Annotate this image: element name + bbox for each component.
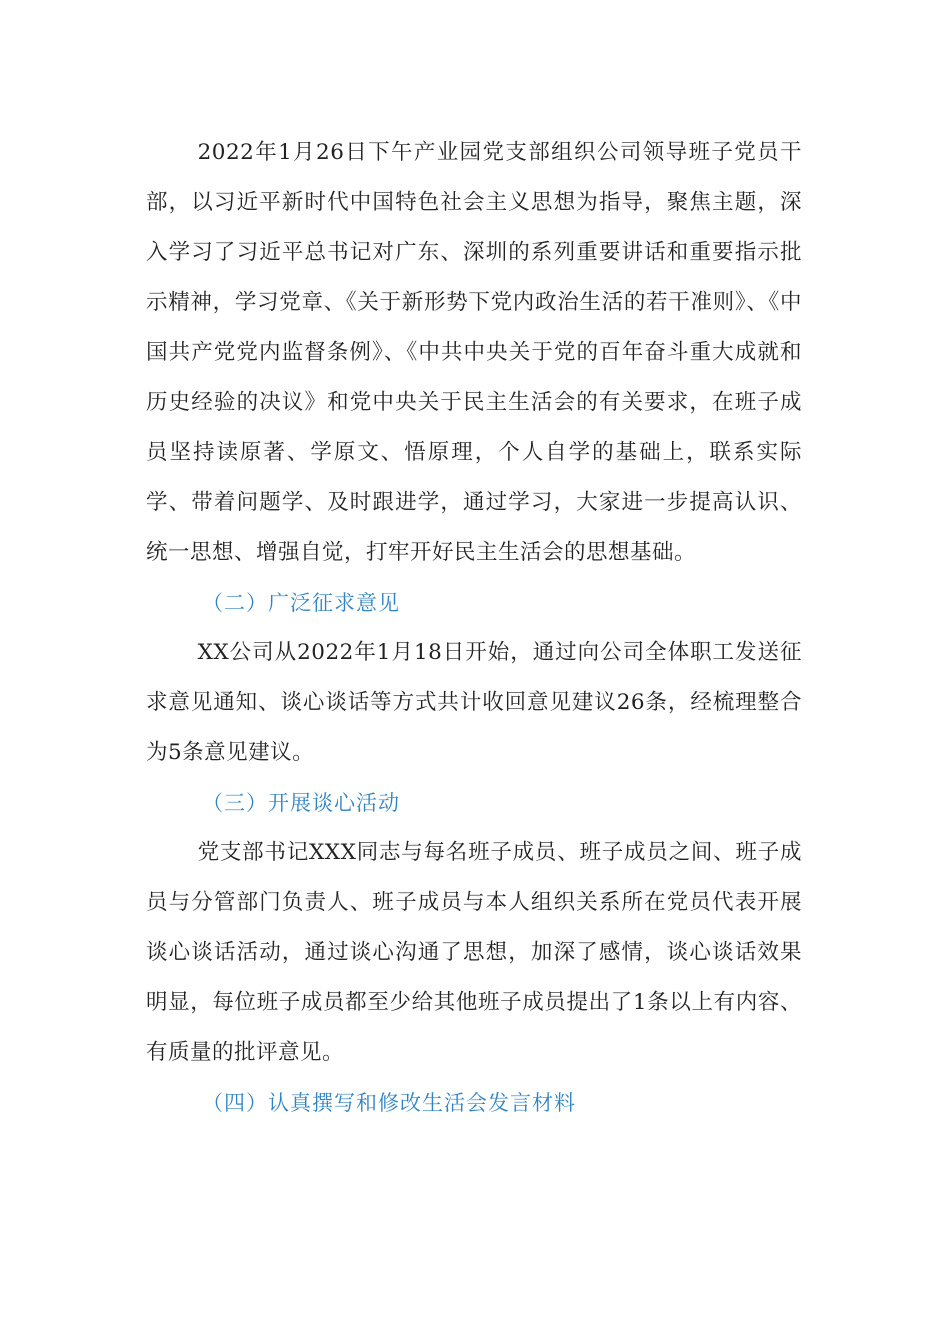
section-heading-heart-talks: （三）开展谈心活动 <box>202 791 400 815</box>
paragraph-opinions: XX公司从2022年1月18日开始，通过向公司全体职工发送征求意见通知、谈心谈话等方式共计收回意见建议26条，经梳理整合为5条意见建议。 <box>146 640 802 765</box>
section-heading-speech-materials: （四）认真撰写和修改生活会发言材料 <box>202 1091 576 1115</box>
document-body <box>146 128 802 1128</box>
paragraph-heart-talks: 党支部书记XXX同志与每名班子成员、班子成员之间、班子成员与分管部门负责人、班子成员与本人组织关系所在党员代表开展谈心谈话活动，通过谈心沟通了思想，加深了感情，谈心谈话效果明显，每位班子成员都至少给其他班子成员提出了1条以上有内容、有质量的批评意见。 <box>146 840 802 1065</box>
section-heading-solicit-opinions: （二）广泛征求意见 <box>202 591 400 615</box>
paragraph-study: 2022年1月26日下午产业园党支部组织公司领导班子党员干部，以习近平新时代中国特色社会主义思想为指导，聚焦主题，深入学习了习近平总书记对广东、深圳的系列重要讲话和重要指示批示精神，学习党章、《关于新形势下党内政治生活的若干准则》、《中国共产党党内监督条例》、《中共中央关于党的百年奋斗重大成就和历史经验的决议》和党中央关于民主生活会的有关要求，在班子成员坚持读原著、学原文、悟原理，个人自学的基础上，联系实际学、带着问题学、及时跟进学，通过学习，大家进一步提高认识、统一思想、增强自觉，打牢开好民主生活会的思想基础。 <box>146 140 802 565</box>
